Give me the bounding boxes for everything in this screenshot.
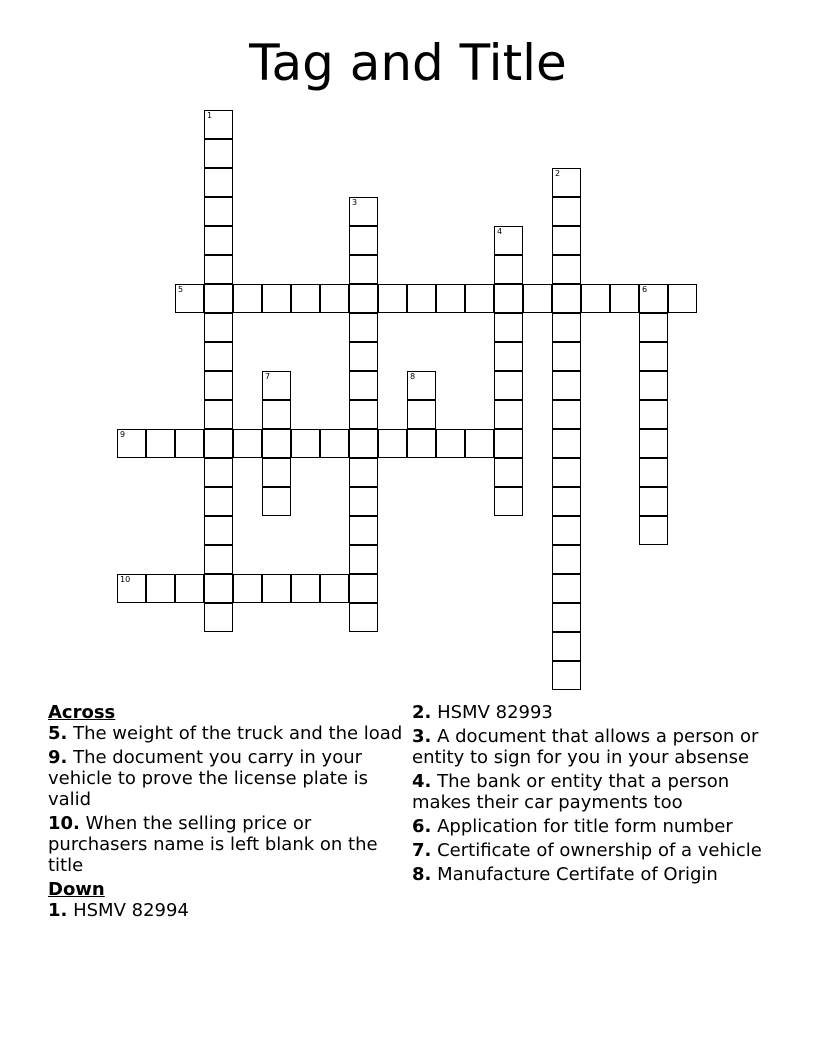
grid-cell[interactable] [233,574,262,603]
grid-cell[interactable] [204,574,233,603]
clue-number-label: 6 [642,285,648,294]
clue-number-label: 3 [352,198,358,207]
grid-cell[interactable] [552,458,581,487]
clue-number: 3. [412,726,432,747]
clue-number: 9. [48,747,68,768]
grid-cell[interactable] [639,429,668,458]
down-clue-list-left [48,900,403,921]
clue-number-label: 4 [497,227,503,236]
clue-item [48,723,403,744]
grid-cell[interactable] [639,342,668,371]
grid-cell[interactable] [639,371,668,400]
grid-cell[interactable] [349,400,378,429]
grid-cell[interactable] [407,284,436,313]
grid-cell[interactable] [552,400,581,429]
grid-cell[interactable] [494,313,523,342]
grid-cell[interactable] [349,313,378,342]
clue-item [48,813,403,876]
grid-cell[interactable] [349,603,378,632]
grid-cell[interactable] [494,487,523,516]
grid-cell[interactable] [349,342,378,371]
clue-number: 4. [412,771,432,792]
grid-cell[interactable] [494,226,523,255]
grid-cell[interactable] [465,429,494,458]
grid-cell[interactable] [349,574,378,603]
clue-text: The document you carry in your vehicle to prove the license plate is valid [48,747,369,810]
across-clue-list [48,723,403,876]
grid-cell[interactable] [204,284,233,313]
grid-cell[interactable] [204,313,233,342]
grid-cell[interactable] [552,632,581,661]
grid-cell[interactable] [552,516,581,545]
grid-cell[interactable] [204,603,233,632]
grid-cell[interactable] [146,429,175,458]
grid-cell[interactable] [552,284,581,313]
clue-text: A document that allows a person or entity to sign for you in your absense [412,726,759,768]
grid-cell[interactable] [291,429,320,458]
grid-cell[interactable] [320,284,349,313]
clue-item [412,726,782,768]
grid-cell[interactable] [175,429,204,458]
clue-text: Manufacture Certifate of Origin [431,864,718,885]
grid-cell[interactable] [291,284,320,313]
grid-cell[interactable] [552,342,581,371]
grid-cell[interactable] [204,110,233,139]
clue-number: 6. [412,816,432,837]
grid-cell[interactable] [552,661,581,690]
grid-cell[interactable] [436,429,465,458]
grid-cell[interactable] [204,226,233,255]
clue-number-label: 8 [410,372,416,381]
clue-text: Application for title form number [431,816,733,837]
grid-cell[interactable] [407,371,436,400]
grid-cell[interactable] [494,400,523,429]
grid-cell[interactable] [262,574,291,603]
grid-cell[interactable] [639,487,668,516]
grid-cell[interactable] [349,458,378,487]
grid-cell[interactable] [552,168,581,197]
clue-number-label: 10 [120,575,131,584]
clue-item [412,840,782,861]
grid-cell[interactable] [494,342,523,371]
grid-cell[interactable] [349,371,378,400]
grid-cell[interactable] [552,603,581,632]
grid-cell[interactable] [117,429,146,458]
grid-cell[interactable] [146,574,175,603]
grid-cell[interactable] [204,342,233,371]
clue-number-label: 2 [555,169,561,178]
grid-cell[interactable] [349,545,378,574]
clue-text: HSMV 82994 [67,900,189,921]
grid-cell[interactable] [552,574,581,603]
grid-cell[interactable] [494,371,523,400]
grid-cell[interactable] [204,197,233,226]
grid-cell[interactable] [349,487,378,516]
clue-number: 1. [48,900,68,921]
grid-cell[interactable] [262,458,291,487]
grid-cell[interactable] [262,429,291,458]
grid-cell[interactable] [407,429,436,458]
grid-cell[interactable] [581,284,610,313]
grid-cell[interactable] [233,429,262,458]
grid-cell[interactable] [204,400,233,429]
clue-number: 2. [412,702,432,723]
grid-cell[interactable] [552,255,581,284]
grid-cell[interactable] [552,197,581,226]
grid-cell[interactable] [668,284,697,313]
clues-right-column [412,702,782,888]
clues-left-column [48,702,403,924]
grid-cell[interactable] [204,168,233,197]
clue-text: The bank or entity that a person makes their car payments too [412,771,730,813]
down-heading: Down [48,879,105,900]
grid-cell[interactable] [349,516,378,545]
grid-cell[interactable] [552,226,581,255]
clue-number-label: 1 [207,111,213,120]
grid-cell[interactable] [552,429,581,458]
grid-cell[interactable] [233,284,262,313]
grid-cell[interactable] [436,284,465,313]
grid-cell[interactable] [465,284,494,313]
grid-cell[interactable] [262,487,291,516]
clue-item [48,747,403,810]
grid-cell[interactable] [204,545,233,574]
grid-cell[interactable] [262,400,291,429]
clue-item [412,771,782,813]
clue-number-label: 9 [120,430,126,439]
grid-cell[interactable] [175,284,204,313]
clue-number: 7. [412,840,432,861]
grid-cell[interactable] [204,487,233,516]
grid-cell[interactable] [494,284,523,313]
clue-text: HSMV 82993 [431,702,553,723]
grid-cell[interactable] [204,371,233,400]
grid-cell[interactable] [349,429,378,458]
grid-cell[interactable] [320,429,349,458]
puzzle-title: Tag and Title [249,34,567,92]
grid-cell[interactable] [262,371,291,400]
grid-cell[interactable] [639,313,668,342]
grid-cell[interactable] [204,255,233,284]
grid-cell[interactable] [610,284,639,313]
down-clue-list-right [412,702,782,885]
clue-item [412,702,782,723]
grid-cell[interactable] [407,400,436,429]
across-heading: Across [48,702,116,723]
grid-cell[interactable] [639,284,668,313]
grid-cell[interactable] [117,574,146,603]
grid-cell[interactable] [262,284,291,313]
grid-cell[interactable] [291,574,320,603]
grid-cell[interactable] [320,574,349,603]
clue-number: 10. [48,813,80,834]
grid-cell[interactable] [204,139,233,168]
grid-cell[interactable] [552,371,581,400]
clue-number-label: 7 [265,372,271,381]
grid-cell[interactable] [349,255,378,284]
clue-item [412,816,782,837]
grid-cell[interactable] [204,429,233,458]
clue-item [48,900,403,921]
grid-cell[interactable] [523,284,552,313]
grid-cell[interactable] [639,458,668,487]
clue-number-label: 5 [178,285,184,294]
grid-cell[interactable] [552,313,581,342]
grid-cell[interactable] [175,574,204,603]
grid-cell[interactable] [494,429,523,458]
grid-cell[interactable] [349,226,378,255]
grid-cell[interactable] [349,284,378,313]
clue-text: When the selling price or purchasers name is left blank on the title [48,813,378,876]
grid-cell[interactable] [639,516,668,545]
grid-cell[interactable] [378,284,407,313]
clue-item [412,864,782,885]
grid-cell[interactable] [494,458,523,487]
grid-cell[interactable] [552,545,581,574]
grid-cell[interactable] [494,255,523,284]
clue-number: 5. [48,723,68,744]
grid-cell[interactable] [204,458,233,487]
clue-number: 8. [412,864,432,885]
grid-cell[interactable] [378,429,407,458]
grid-cell[interactable] [552,487,581,516]
clue-text: The weight of the truck and the load [67,723,403,744]
grid-cell[interactable] [639,400,668,429]
grid-cell[interactable] [349,197,378,226]
clue-text: Certificate of ownership of a vehicle [431,840,762,861]
grid-cell[interactable] [204,516,233,545]
